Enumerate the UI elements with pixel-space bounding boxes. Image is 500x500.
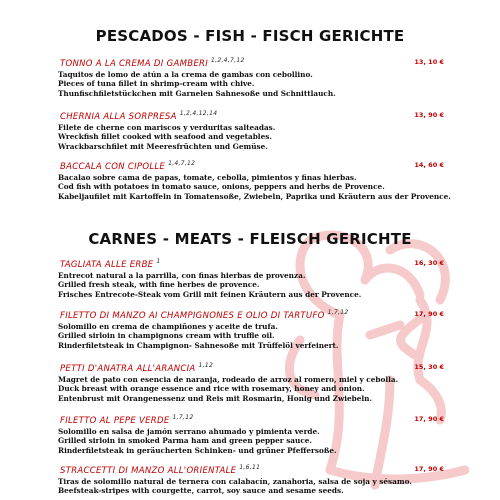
allergen-codes: 1,7,12 — [327, 309, 349, 316]
desc-en: Grilled sirloin in smoked Parma ham and green pepper sauce. — [58, 436, 312, 446]
allergen-codes: 1,2,4,12,14 — [179, 110, 218, 117]
dish-name: PETTI D'ANATRA ALL'ARANCIA $^{1,12}$ — [60, 362, 214, 374]
dish-name: BACCALA CON CIPOLLE $^{1,4,7,12}$ — [60, 160, 196, 172]
menu-item — [58, 414, 498, 455]
dish-name: CHERNIA ALLA SORPRESA $^{1,2,4,12,14}$ — [60, 110, 218, 122]
allergen-codes: 1,2,4,7,12 — [211, 57, 245, 64]
dish-name: STRACCETTI DI MANZO ALL'ORIENTALE $^{1,6,11}$ — [60, 464, 261, 476]
desc-es: Taquitos de lomo de atún a la crema de gambas con cebollino. — [58, 70, 313, 79]
desc-es: Bacalao sobre cama de papas, tomate, cebolla, pimientos y finas hierbas. — [58, 173, 357, 182]
menu-item — [58, 57, 498, 98]
menu-item — [58, 309, 498, 350]
desc-de: Wrackbarschfilet mit Meeresfrüchten und Gemüse. — [58, 141, 268, 151]
dish-name: TONNO A LA CREMA DI GAMBERI $^{1,2,4,7,12}$ — [60, 57, 245, 69]
desc-de: Entenbrust mit Orangenessenz und Reis mit Rosmarin, Honig und Zwiebeln. — [58, 393, 373, 403]
section-title-fish: PESCADOS - FISH - FISCH GERICHTE — [95, 27, 405, 45]
dish-price: 13, 90 € — [414, 111, 444, 119]
menu-item — [58, 362, 498, 403]
desc-en: Grilled sirloin in champignons cream with truffle oil. — [58, 331, 275, 341]
dish-name: TAGLIATA ALLE ERBE $^1$ — [60, 258, 161, 270]
menu-item — [58, 160, 498, 201]
desc-es: Magret de pato con esencia de naranja, rodeado de arroz al romero, miel y cebolla. — [58, 375, 399, 384]
dish-price: 17, 90 € — [414, 465, 444, 473]
allergen-codes: 1,7,12 — [172, 414, 194, 421]
desc-de: Rinderfiletsteak in Champignon- Sahnesoße mit Trüffelöl verfeinert. — [58, 340, 339, 350]
desc-en: Cod fish with potatoes in tomato sauce, onions, peppers and herbs de Provence. — [58, 182, 385, 192]
desc-es: Solomillo en salsa de jamón serrano ahumado y pimienta verde. — [58, 427, 320, 436]
desc-en: Pieces of tuna fillet in shrimp-cream with chive. — [58, 79, 255, 89]
desc-en: Beefsteak-stripes with courgette, carrot, soy sauce and sesame seeds. — [58, 486, 344, 496]
dish-price: 17, 90 € — [414, 310, 444, 318]
allergen-codes: 1 — [156, 258, 161, 265]
dish-name: FILETTO DI MANZO AI CHAMPIGNONES E OLIO DI TARTUFO $^{1,7,12}$ — [60, 309, 349, 321]
menu-item — [58, 110, 498, 151]
desc-en: Grilled fresh steak, with fine herbes de provence. — [58, 280, 260, 290]
allergen-codes: 1,12 — [198, 362, 214, 369]
dish-name: FILETTO AL PEPE VERDE $^{1,7,12}$ — [60, 414, 194, 426]
desc-de: Thunfischfiletstückchen mit Garnelen Sahnesoße und Schnittlauch. — [58, 88, 336, 98]
menu-item — [58, 258, 498, 299]
desc-en: Wreckfish fillet cooked with seafood and vegetables. — [58, 132, 272, 142]
dish-price: 17, 90 € — [414, 415, 444, 423]
dish-price: 16, 30 € — [414, 259, 444, 267]
desc-es: Tiras de solomillo natural de ternera con calabacín, zanahoria, salsa de soja y sésamo. — [58, 477, 412, 486]
menu-item — [58, 464, 498, 496]
dish-price: 14, 60 € — [414, 161, 444, 169]
dish-price: 15, 30 € — [414, 363, 444, 371]
desc-de: Kabeljaufilet mit Kartoffeln in Tomatensoße, Zwiebeln, Paprika und Kräutern aus der Provence. — [58, 191, 451, 201]
desc-es: Filete de cherne con mariscos y verduritas salteadas. — [58, 123, 276, 132]
allergen-codes: 1,4,7,12 — [168, 160, 196, 167]
desc-es: Entrecot natural a la parrilla, con finas hierbas de provenza. — [58, 271, 306, 280]
desc-de: Frisches Entrecote-Steak vom Grill mit feinen Kräutern aus der Provence. — [58, 289, 362, 299]
section-title-meats: CARNES - MEATS - FLEISCH GERICHTE — [88, 230, 412, 248]
desc-es: Solomillo en crema de champiñones y aceite de trufa. — [58, 322, 278, 331]
desc-de: Rinderfiletsteak in geräucherten Schinken- und grüner Pfeffersoße. — [58, 445, 337, 455]
dish-price: 13, 10 € — [414, 58, 444, 66]
allergen-codes: 1,6,11 — [239, 464, 261, 471]
desc-en: Duck breast with orange essence and rice with rosemary, honey and onion. — [58, 384, 365, 394]
